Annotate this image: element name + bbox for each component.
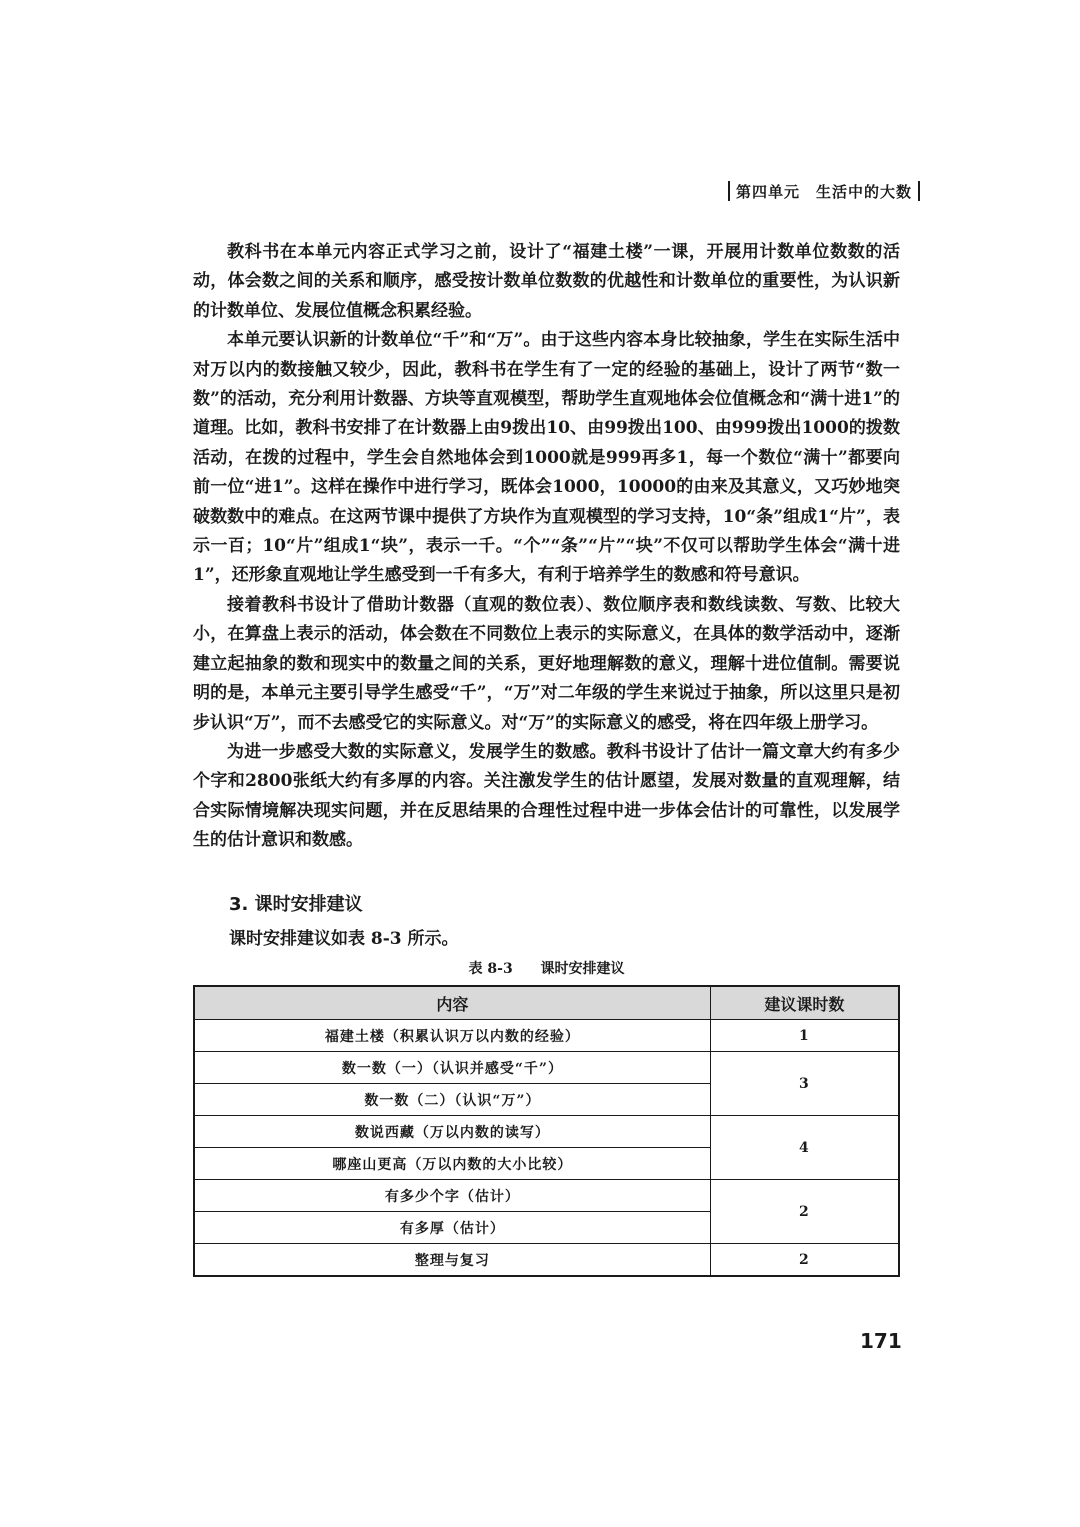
row-content: 有多少个字（估计） [194, 1180, 710, 1212]
row-content: 数说西藏（万以内数的读写） [194, 1116, 710, 1148]
row-hours: 4 [710, 1116, 899, 1180]
row-hours: 3 [710, 1052, 899, 1116]
table-intro: 课时安排建议如表 8-3 所示。 [229, 929, 459, 949]
row-content: 数一数（一）（认识并感受“千”） [194, 1052, 710, 1084]
header-unit-title: 生活中的大数 [816, 182, 913, 201]
table-row [194, 1052, 899, 1084]
table-caption-title: 课时安排建议 [540, 961, 625, 977]
table-row [194, 1020, 899, 1052]
table-header-row [194, 986, 899, 1020]
row-content: 数一数（二）（认识“万”） [194, 1084, 710, 1116]
page-number: 171 [860, 1329, 902, 1353]
paragraph-3: 接着教科书设计了借助计数器（直观的数位表）、数位顺序表和数线读数、写数、比较大小，在算盘上表示的活动，体会数在不同数位上表示的实际意义，在具体的数学活动中，逐渐建立起抽象的数和现实中的数量之间的关系，更好地理解数的意义，理解十进位值制。需要说明的是，本单元主要引导学生感受“千”，“万”对二年级的学生来说过于抽象，所以这里只是初步认识“万”，而不去感受它的实际意义。对“万”的实际意义的感受，将在四年级上册学习。 [193, 594, 900, 733]
row-content: 整理与复习 [194, 1244, 710, 1277]
section-heading: 3. 课时安排建议 [229, 894, 363, 915]
paragraph-1: 教科书在本单元内容正式学习之前，设计了“福建土楼”一课，开展用计数单位数数的活动，体会数之间的关系和顺序，感受按计数单位数数的优越性和计数单位的重要性，为认识新的计数单位、发展位值概念积累经验。 [193, 242, 900, 321]
header-divider-right [918, 181, 920, 201]
table-row [194, 1116, 899, 1148]
header-hours: 建议课时数 [710, 986, 899, 1020]
header-divider-left [728, 181, 730, 201]
header-content: 内容 [194, 986, 710, 1020]
table-caption-number: 表 8-3 [468, 961, 513, 977]
table-row [194, 1180, 899, 1212]
row-content: 哪座山更高（万以内数的大小比较） [194, 1148, 710, 1180]
table-caption [193, 958, 900, 978]
body-text [193, 238, 900, 856]
header-unit: 第四单元 [736, 182, 801, 201]
row-hours: 1 [710, 1020, 899, 1052]
row-content: 福建土楼（积累认识万以内数的经验） [194, 1020, 710, 1052]
paragraph-4: 为进一步感受大数的实际意义，发展学生的数感。教科书设计了估计一篇文章大约有多少个字和2800张纸大约有多厚的内容。关注激发学生的估计愿望，发展对数量的直观理解，结合实际情境解决现实问题，并在反思结果的合理性过程中进一步体会估计的可靠性，以发展学生的估计意识和数感。 [193, 741, 900, 851]
row-hours: 2 [710, 1244, 899, 1277]
schedule-table [193, 985, 900, 1277]
row-hours: 2 [710, 1180, 899, 1244]
row-content: 有多厚（估计） [194, 1212, 710, 1244]
table-row [194, 1244, 899, 1277]
running-header [722, 178, 942, 204]
paragraph-2: 本单元要认识新的计数单位“千”和“万”。由于这些内容本身比较抽象，学生在实际生活中对万以内的数接触又较少，因此，教科书在学生有了一定的经验的基础上，设计了两节“数一数”的活动，充分利用计数器、方块等直观模型，帮助学生直观地体会位值概念和“满十进1”的道理。比如，教科书安排了在计数器上由9拨出10、由99拨出100、由999拨出1000的拨数活动，在拨的过程中，学生会自然地体会到1000就是999再多1，每一个数位“满十”都要向前一位“进1”。这样在操作中进行学习，既体会1000，10000的由来及其意义，又巧妙地突破数数中的难点。在这两节课中提供了方块作为直观模型的学习支持，10“条”组成1“片”，表示一百；10“片”组成1“块”，表示一千。“个”“条”“片”“块”不仅可以帮助学生体会“满十进1”，还形象直观地让学生感受到一千有多大，有利于培养学生的数感和符号意识。 [193, 330, 900, 586]
